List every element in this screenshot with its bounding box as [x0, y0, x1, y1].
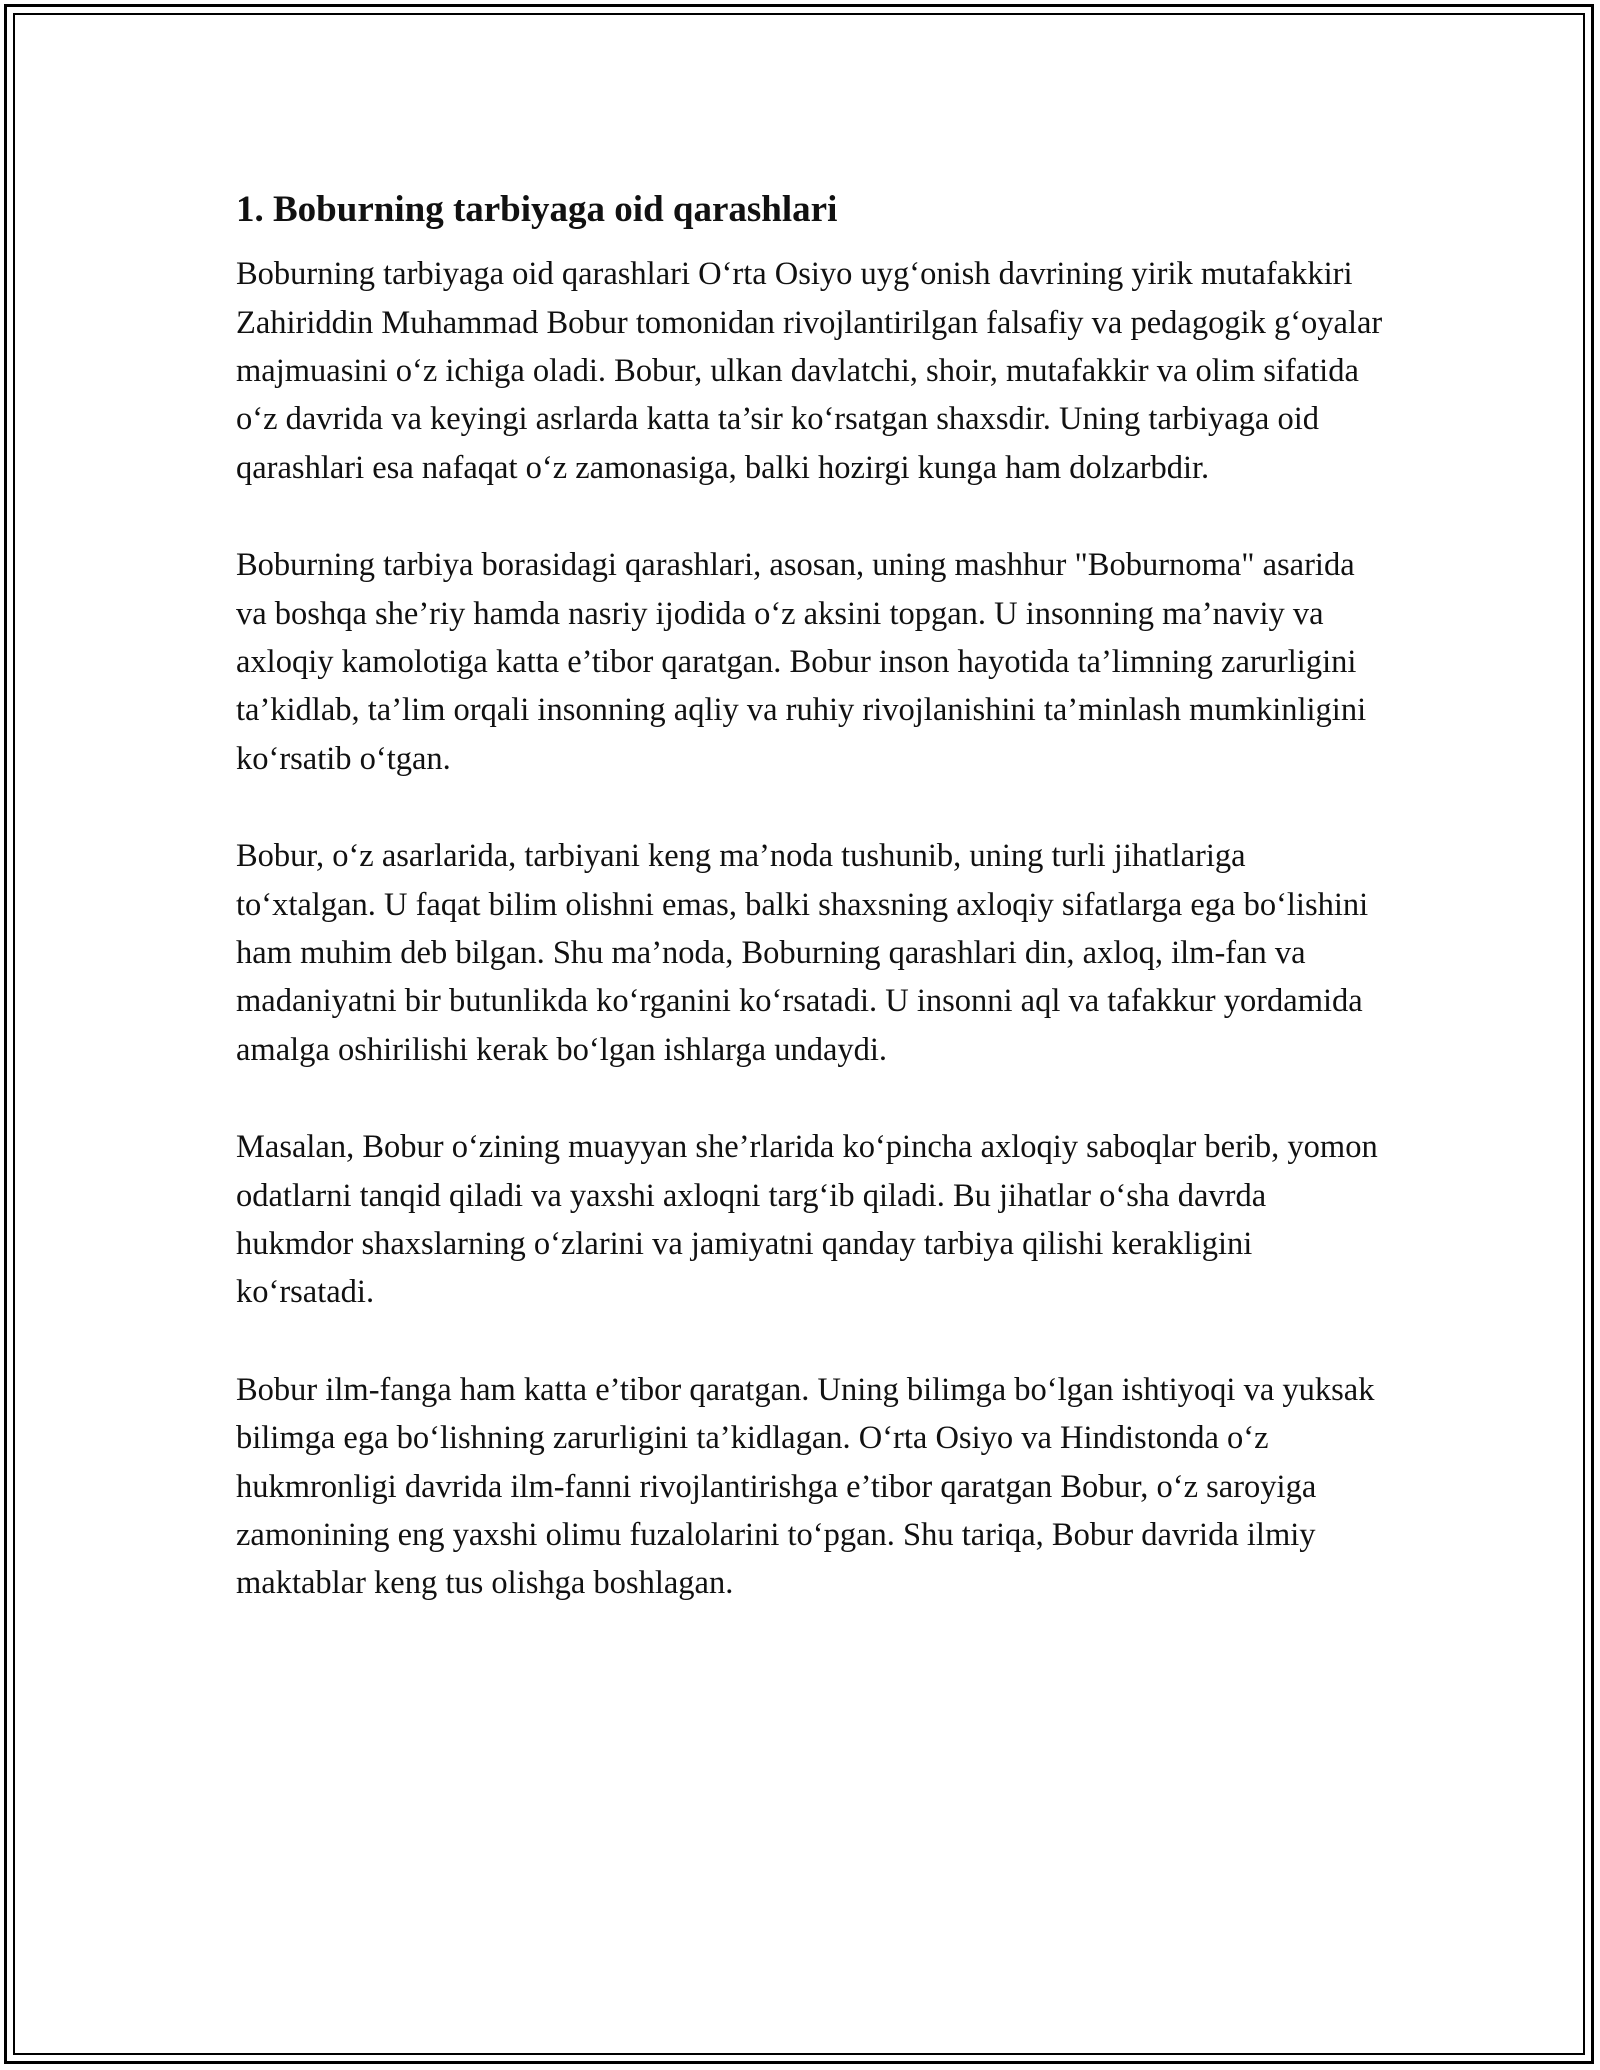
paragraph-5: Bobur ilm-fanga ham katta e’tibor qaratgan. Uning bilimga bo‘lgan ishtiyoqi va yuksak bilimga ega bo‘lishning zarurligini ta’kidlagan. O‘rta Osiyo va Hindistonda o‘z hukmronligi davrida ilm-fanni rivojlantirishga e’tibor qaratgan Bobur, o‘z saroyiga zamonining eng yaxshi olimu fuzalolarini to‘pgan. Shu tariqa, Bobur davrida ilmiy maktablar keng tus olishga boshlagan. — [236, 1371, 1375, 1602]
paragraph-3: Bobur, o‘z asarlarida, tarbiyani keng ma’noda tushunib, uning turli jihatlariga to‘xtalgan. U faqat bilim olishni emas, balki shaxsning axloqiy sifatlarga ega bo‘lishini ham muhim deb bilgan. Shu ma’noda, Boburning qarashlari din, axloq, ilm-fan va madaniyatni bir butunlikda ko‘rganini ko‘rsatadi. U insonni aql va tafakkur yordamida amalga oshirilishi kerak bo‘lgan ishlarga undaydi. — [236, 838, 1369, 1068]
paragraph-2: Boburning tarbiya borasidagi qarashlari, asosan, uning mashhur "Boburnoma" asarida va boshqa she’riy hamda nasriy ijodida o‘z aksini topgan. U insonning ma’naviy va axloqiy kamolotiga katta e’tibor qaratgan. Bobur inson hayotida ta’limning zarurligini ta’kidlab, ta’lim orqali insonning aqliy va ruhiy rivojlanishini ta’minlash mumkinligini ko‘rsatib o‘tgan. — [236, 547, 1367, 777]
paragraph-1: Boburning tarbiyaga oid qarashlari O‘rta Osiyo uyg‘onish davrining yirik mutafakkiri Zahiriddin Muhammad Bobur tomonidan rivojlantirilgan falsafiy va pedagogik g‘oyalar majmuasini o‘z ichiga oladi. Bobur, ulkan davlatchi, shoir, mutafakkir va olim sifatida o‘z davrida va keyingi asrlarda katta ta’sir ko‘rsatgan shaxsdir. Uning tarbiyaga oid qarashlari esa nafaqat o‘z zamonasiga, balki hozirgi kunga ham dolzarbdir. — [236, 256, 1383, 486]
paragraph-4: Masalan, Bobur o‘zining muayyan she’rlarida ko‘pincha axloqiy saboqlar berib, yomon odatlarni tanqid qiladi va yaxshi axloqni targ‘ib qiladi. Bu jihatlar o‘sha davrda hukmdor shaxslarning o‘zlarini va jamiyatni qanday tarbiya qilishi kerakligini ko‘rsatadi. — [236, 1129, 1378, 1311]
document-title: 1. Boburning tarbiyaga oid qarashlari — [236, 189, 838, 230]
document-body — [236, 186, 1386, 1657]
